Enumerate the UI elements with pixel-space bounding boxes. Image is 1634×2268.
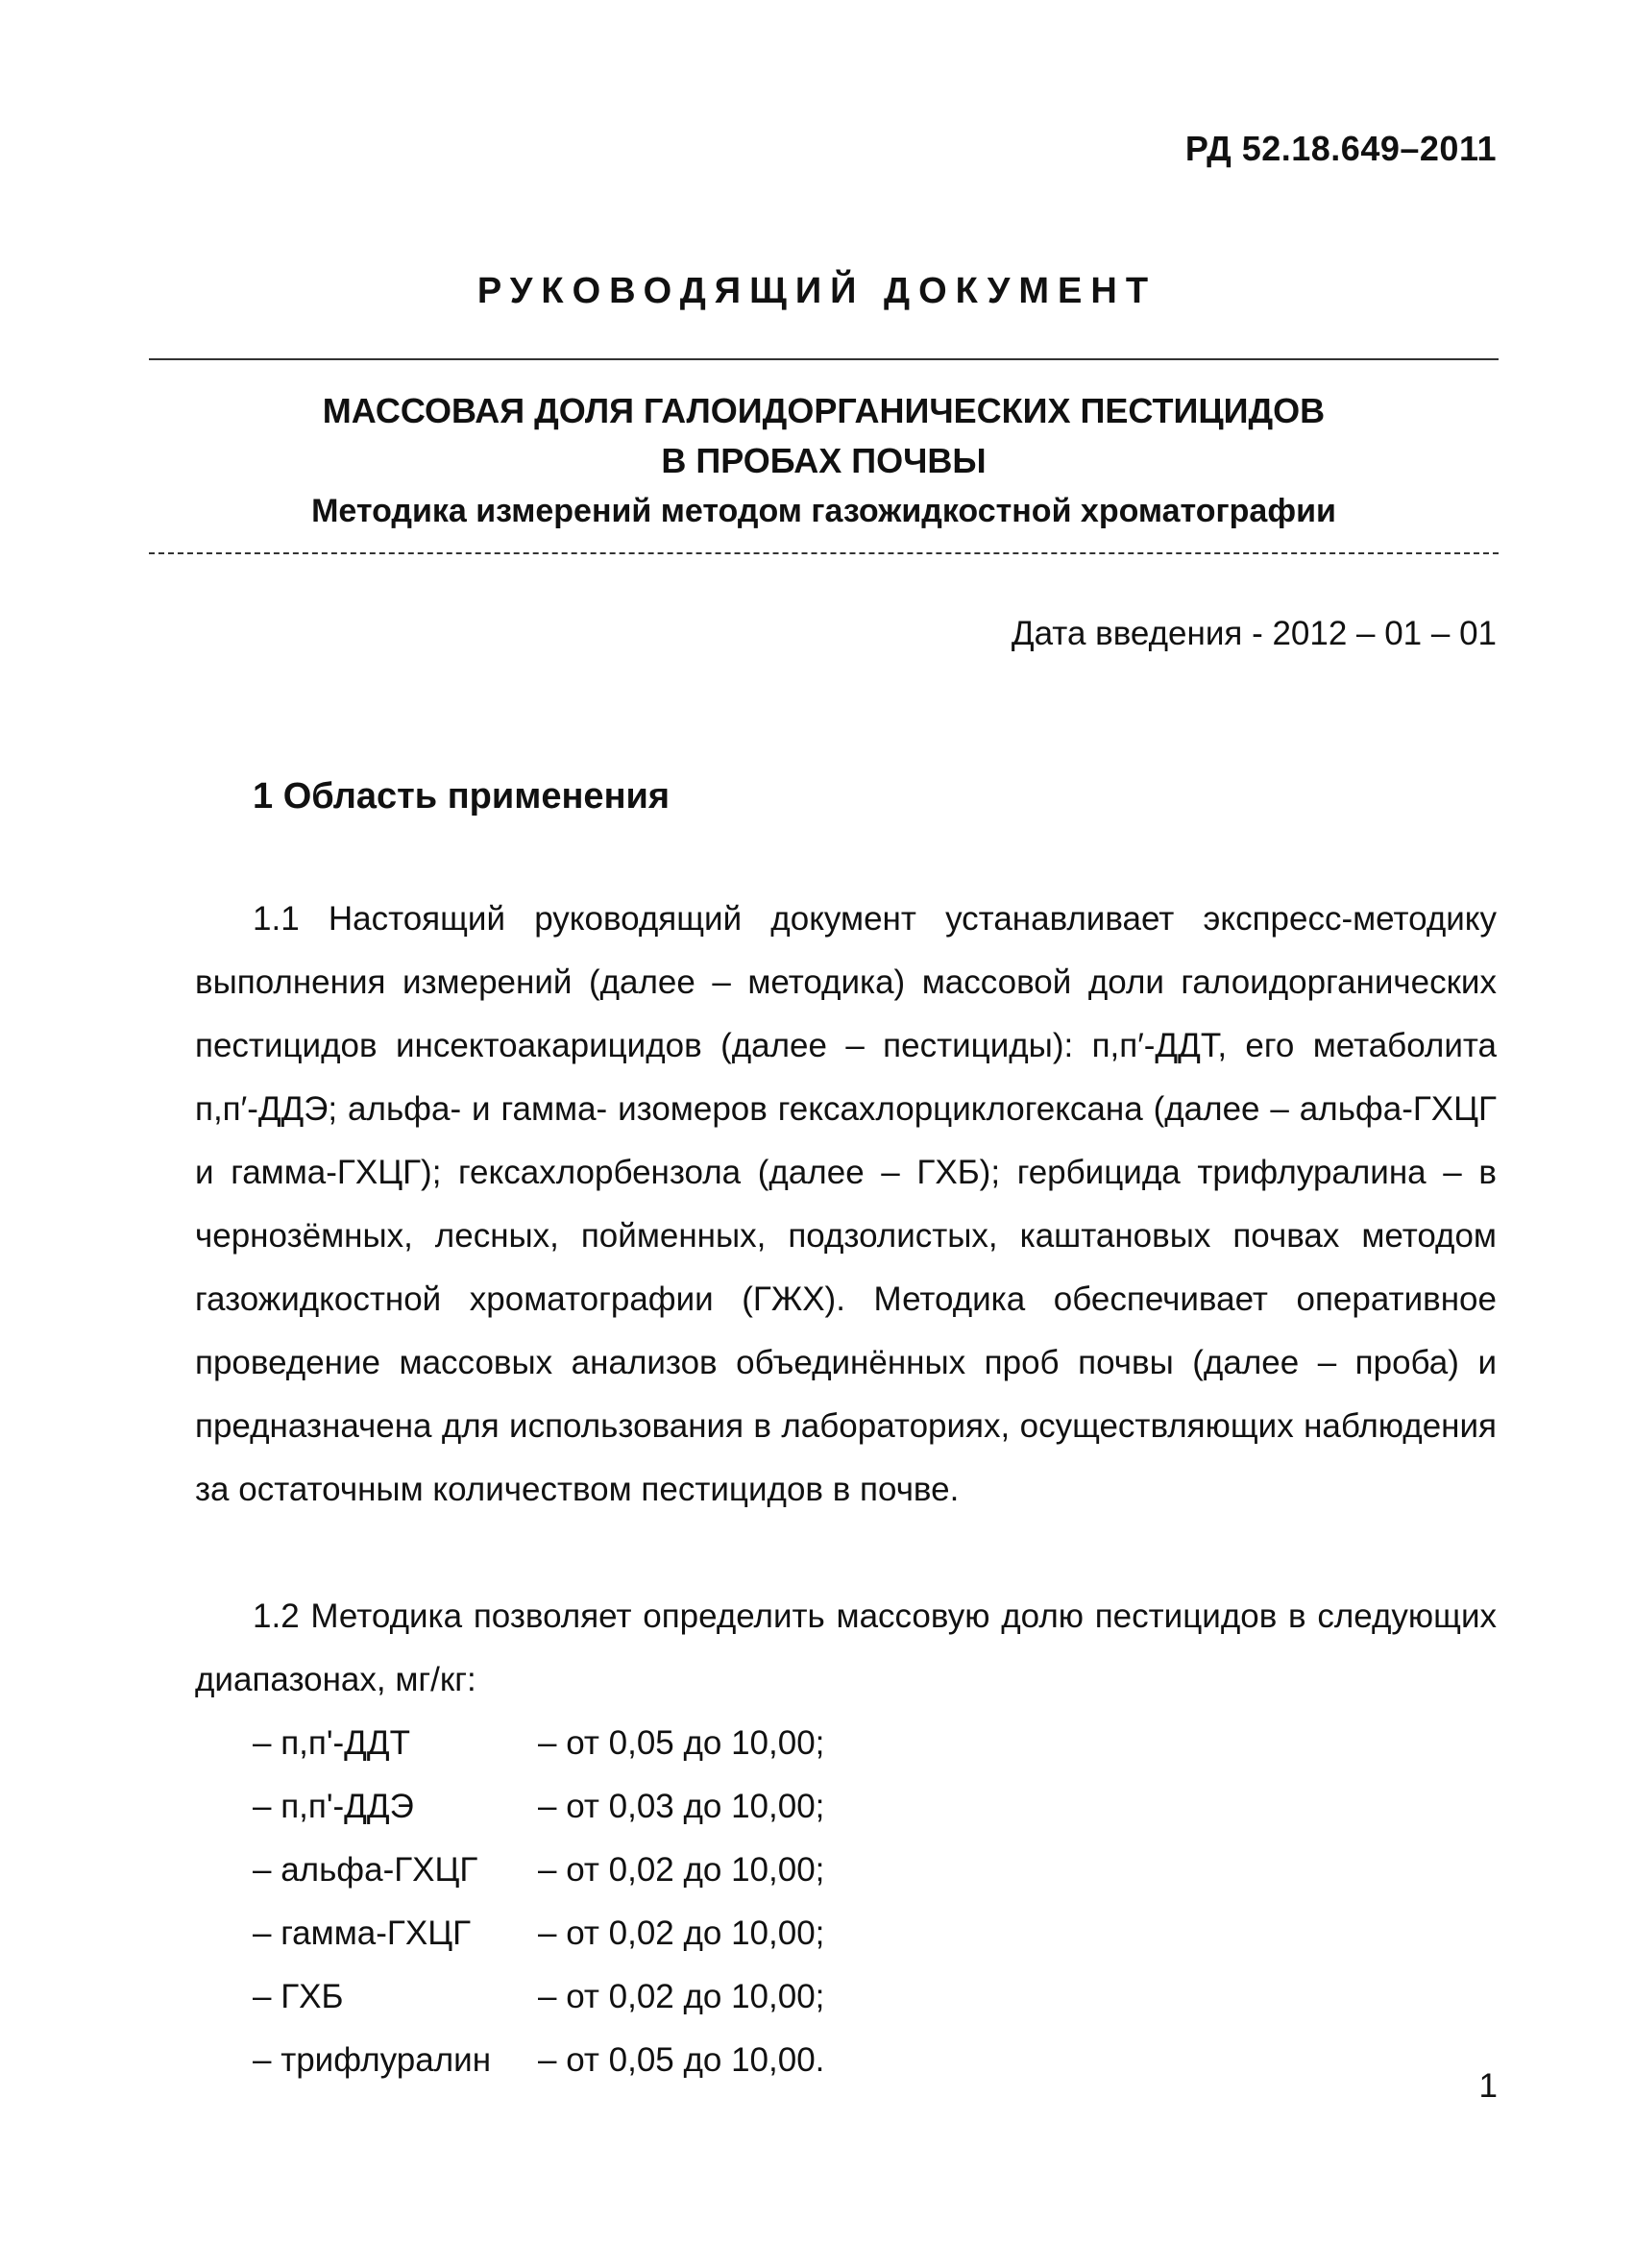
pesticide-name: – гамма-ГХЦГ	[253, 1914, 472, 1952]
pesticide-name: – п,п'-ДДТ	[253, 1724, 410, 1762]
pesticide-range: – от 0,02 до 10,00;	[538, 1978, 825, 2015]
pesticide-range: – от 0,02 до 10,00;	[538, 1851, 825, 1889]
list-item	[253, 1712, 824, 1775]
paragraph-1-2: 1.2 Методика позволяет определить массовую долю пестицидов в следующих диапазонах, мг/кг:	[195, 1597, 1497, 1698]
list-item	[253, 1775, 824, 1839]
document-subtitle: Методика измерений методом газожидкостной хроматографии	[311, 493, 1336, 529]
pesticide-name: – п,п'-ДДЭ	[253, 1788, 414, 1825]
pesticide-range-list	[253, 1712, 824, 2092]
list-item	[253, 1839, 824, 1902]
title-top-divider	[149, 358, 1499, 360]
paragraph-1-1: 1.1 Настоящий руководящий документ устанавливает экспресс-методику выполнения измерений (далее – методика) массовой доли галоидорганических пестицидов инсектоакарицидов (далее – пестициды): п,п′-ДДТ, его метаболита п,п′-ДДЭ; альфа- и гамма- изомеров гексахлорциклогексана (далее – альфа-ГХЦГ и гамма-ГХЦГ); гексахлорбензола (далее – ГХБ); гербицида трифлуралина – в чернозёмных, лесных, пойменных, подзолистых, каштановых почвах методом газожидкостной хроматографии (ГЖХ). Методика обеспечивает оперативное проведение массовых анализов объединённых проб почвы (далее – проба) и предназначена для использования в лабораториях, осуществляющих наблюдения за остаточным количеством пестицидов в почве.	[195, 900, 1497, 1508]
pesticide-range: – от 0,05 до 10,00.	[538, 2041, 825, 2079]
section-heading-scope: 1 Область применения	[253, 776, 671, 817]
introduction-date: Дата введения - 2012 – 01 – 01	[1011, 615, 1497, 652]
list-item	[253, 1902, 824, 1965]
document-code: РД 52.18.649–2011	[1184, 129, 1497, 168]
list-item	[253, 2029, 824, 2092]
pesticide-range: – от 0,05 до 10,00;	[538, 1724, 825, 1762]
document-title-block	[149, 386, 1499, 536]
document-title-line-2: В ПРОБАХ ПОЧВЫ	[661, 441, 987, 480]
pesticide-range: – от 0,03 до 10,00;	[538, 1788, 825, 1825]
pesticide-name: – ГХБ	[253, 1978, 344, 2015]
page-number: 1	[1478, 2067, 1498, 2105]
title-bottom-divider	[149, 552, 1499, 554]
pesticide-name: – трифлуралин	[253, 2041, 492, 2079]
pesticide-name: – альфа-ГХЦГ	[253, 1851, 478, 1889]
pesticide-range: – от 0,02 до 10,00;	[538, 1914, 825, 1952]
document-title-line-1: МАССОВАЯ ДОЛЯ ГАЛОИДОРГАНИЧЕСКИХ ПЕСТИЦИДОВ	[322, 391, 1326, 430]
document-type-heading: РУКОВОДЯЩИЙ ДОКУМЕНТ	[476, 271, 1158, 311]
list-item	[253, 1965, 824, 2029]
